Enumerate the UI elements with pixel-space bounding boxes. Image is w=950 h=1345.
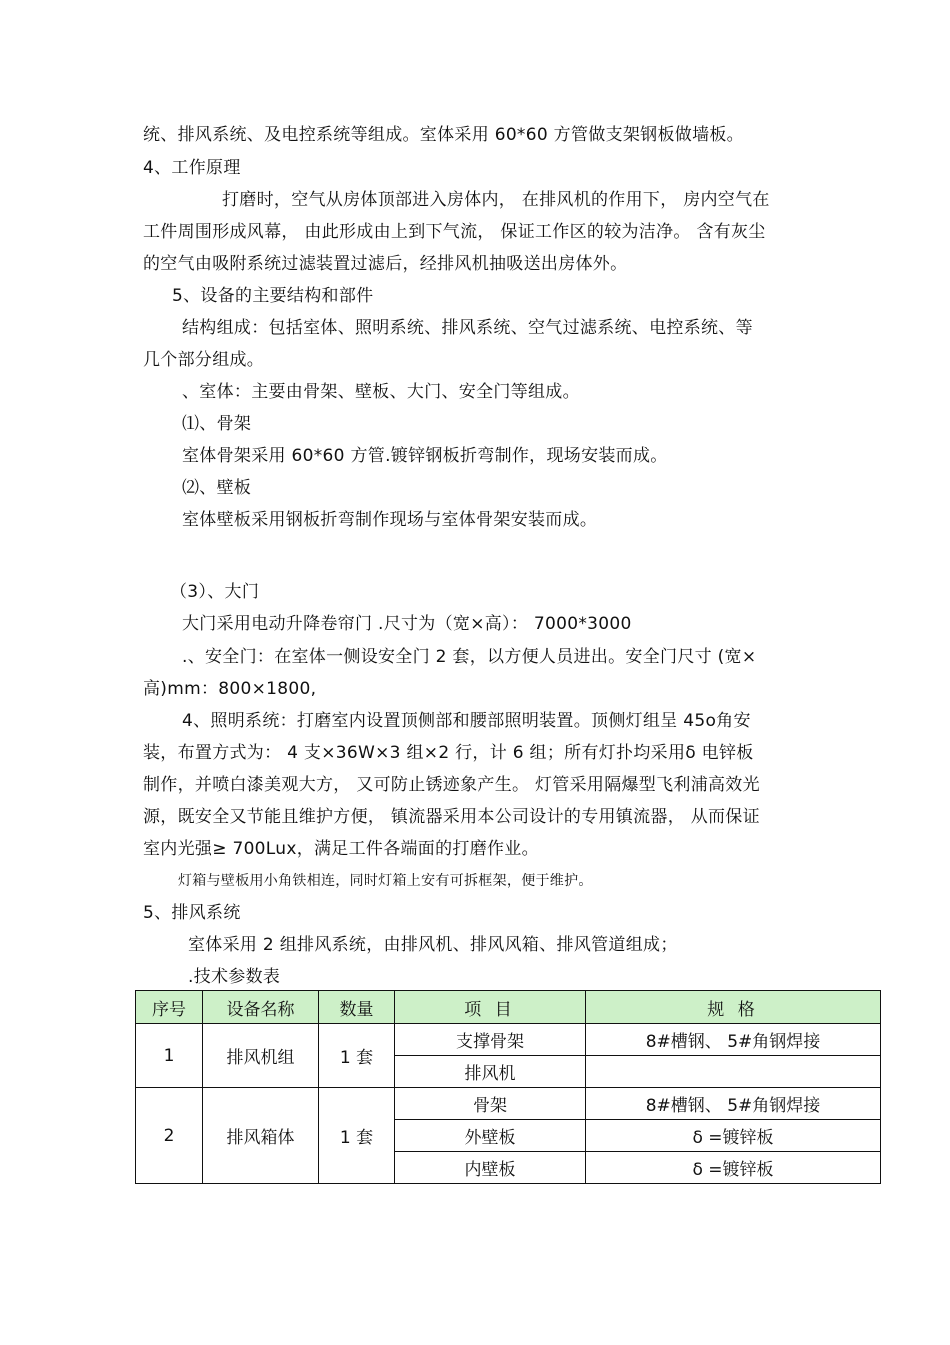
subsection-heading: （3）、大门 xyxy=(170,582,260,602)
cell-spec: 8#槽钢、 5#角钢焊接 xyxy=(586,1024,881,1056)
cell-item: 内壁板 xyxy=(395,1152,586,1184)
paragraph-line: 室体骨架采用 60*60 方管.镀锌钢板折弯制作，现场安装而成。 xyxy=(182,446,668,466)
table-caption: .技术参数表 xyxy=(188,967,281,987)
subsection-heading: ⑴、骨架 xyxy=(182,414,252,434)
subsection-heading: ⑵、壁板 xyxy=(182,478,252,498)
cell-spec xyxy=(586,1056,881,1088)
section-heading: 4、工作原理 xyxy=(143,158,241,178)
table-row xyxy=(136,1024,881,1056)
cell-item: 骨架 xyxy=(395,1088,586,1120)
paragraph-line: 统、排风系统、及电控系统等组成。室体采用 60*60 方管做支架钢板做墙板。 xyxy=(143,125,744,145)
paragraph-line: 室体壁板采用钢板折弯制作现场与室体骨架安装而成。 xyxy=(182,510,598,530)
table-header-row xyxy=(136,991,881,1024)
paragraph-line: 大门采用电动升降卷帘门 .尺寸为（宽×高）： 7000*3000 xyxy=(182,614,632,634)
section-heading: 5、设备的主要结构和部件 xyxy=(172,286,374,306)
cell-spec: δ =镀锌板 xyxy=(586,1120,881,1152)
table-row xyxy=(136,1088,881,1120)
paragraph-line: 的空气由吸附系统过滤装置过滤后，经排风机抽吸送出房体外。 xyxy=(143,254,628,274)
paragraph-line: 4、照明系统：打磨室内设置顶侧部和腰部照明装置。顶侧灯组呈 45o角安 xyxy=(182,711,751,731)
technical-parameters-table xyxy=(135,990,881,1184)
paragraph-line: 室体采用 2 组排风系统，由排风机、排风风箱、排风管道组成； xyxy=(188,935,678,955)
cell-no: 1 xyxy=(136,1024,203,1088)
paragraph-line: 源，既安全又节能且维护方便， 镇流器采用本公司设计的专用镇流器， 从而保证 xyxy=(143,807,760,827)
header-no: 序号 xyxy=(136,991,203,1024)
cell-name: 排风机组 xyxy=(203,1024,319,1088)
paragraph-line: 几个部分组成。 xyxy=(143,350,265,370)
cell-item: 排风机 xyxy=(395,1056,586,1088)
cell-spec: 8#槽钢、 5#角钢焊接 xyxy=(586,1088,881,1120)
header-item: 项 目 xyxy=(395,991,586,1024)
paragraph-line: 工件周围形成风幕， 由此形成由上到下气流， 保证工作区的较为洁净。 含有灰尘 xyxy=(143,222,766,242)
cell-name: 排风箱体 xyxy=(203,1088,319,1184)
cell-item: 外壁板 xyxy=(395,1120,586,1152)
paragraph-line: 装，布置方式为： 4 支×36W×3 组×2 行，计 6 组；所有灯扑均采用δ 电锌板 xyxy=(143,743,754,763)
header-spec: 规 格 xyxy=(586,991,881,1024)
note-line: 灯箱与壁板用小角铁相连，同时灯箱上安有可拆框架，便于维护。 xyxy=(178,873,593,889)
paragraph-line: 高)mm：800×1800, xyxy=(143,679,317,699)
paragraph-line: .、安全门：在室体一侧设安全门 2 套，以方便人员进出。安全门尺寸 (宽× xyxy=(182,647,757,667)
cell-qty: 1 套 xyxy=(319,1024,395,1088)
paragraph-line: 打磨时，空气从房体顶部进入房体内， 在排风机的作用下， 房内空气在 xyxy=(222,190,770,210)
cell-spec: δ =镀锌板 xyxy=(586,1152,881,1184)
cell-no: 2 xyxy=(136,1088,203,1184)
header-qty: 数量 xyxy=(319,991,395,1024)
paragraph-line: 制作，并喷白漆美观大方， 又可防止锈迹象产生。 灯管采用隔爆型飞利浦高效光 xyxy=(143,775,760,795)
cell-qty: 1 套 xyxy=(319,1088,395,1184)
paragraph-line: 结构组成：包括室体、照明系统、排风系统、空气过滤系统、电控系统、等 xyxy=(182,318,753,338)
cell-item: 支撑骨架 xyxy=(395,1024,586,1056)
header-name: 设备名称 xyxy=(203,991,319,1024)
paragraph-line: 室内光强≥ 700Lux，满足工件各端面的打磨作业。 xyxy=(143,839,539,859)
section-heading: 5、排风系统 xyxy=(143,903,241,923)
paragraph-line: 、室体：主要由骨架、壁板、大门、安全门等组成。 xyxy=(182,382,580,402)
